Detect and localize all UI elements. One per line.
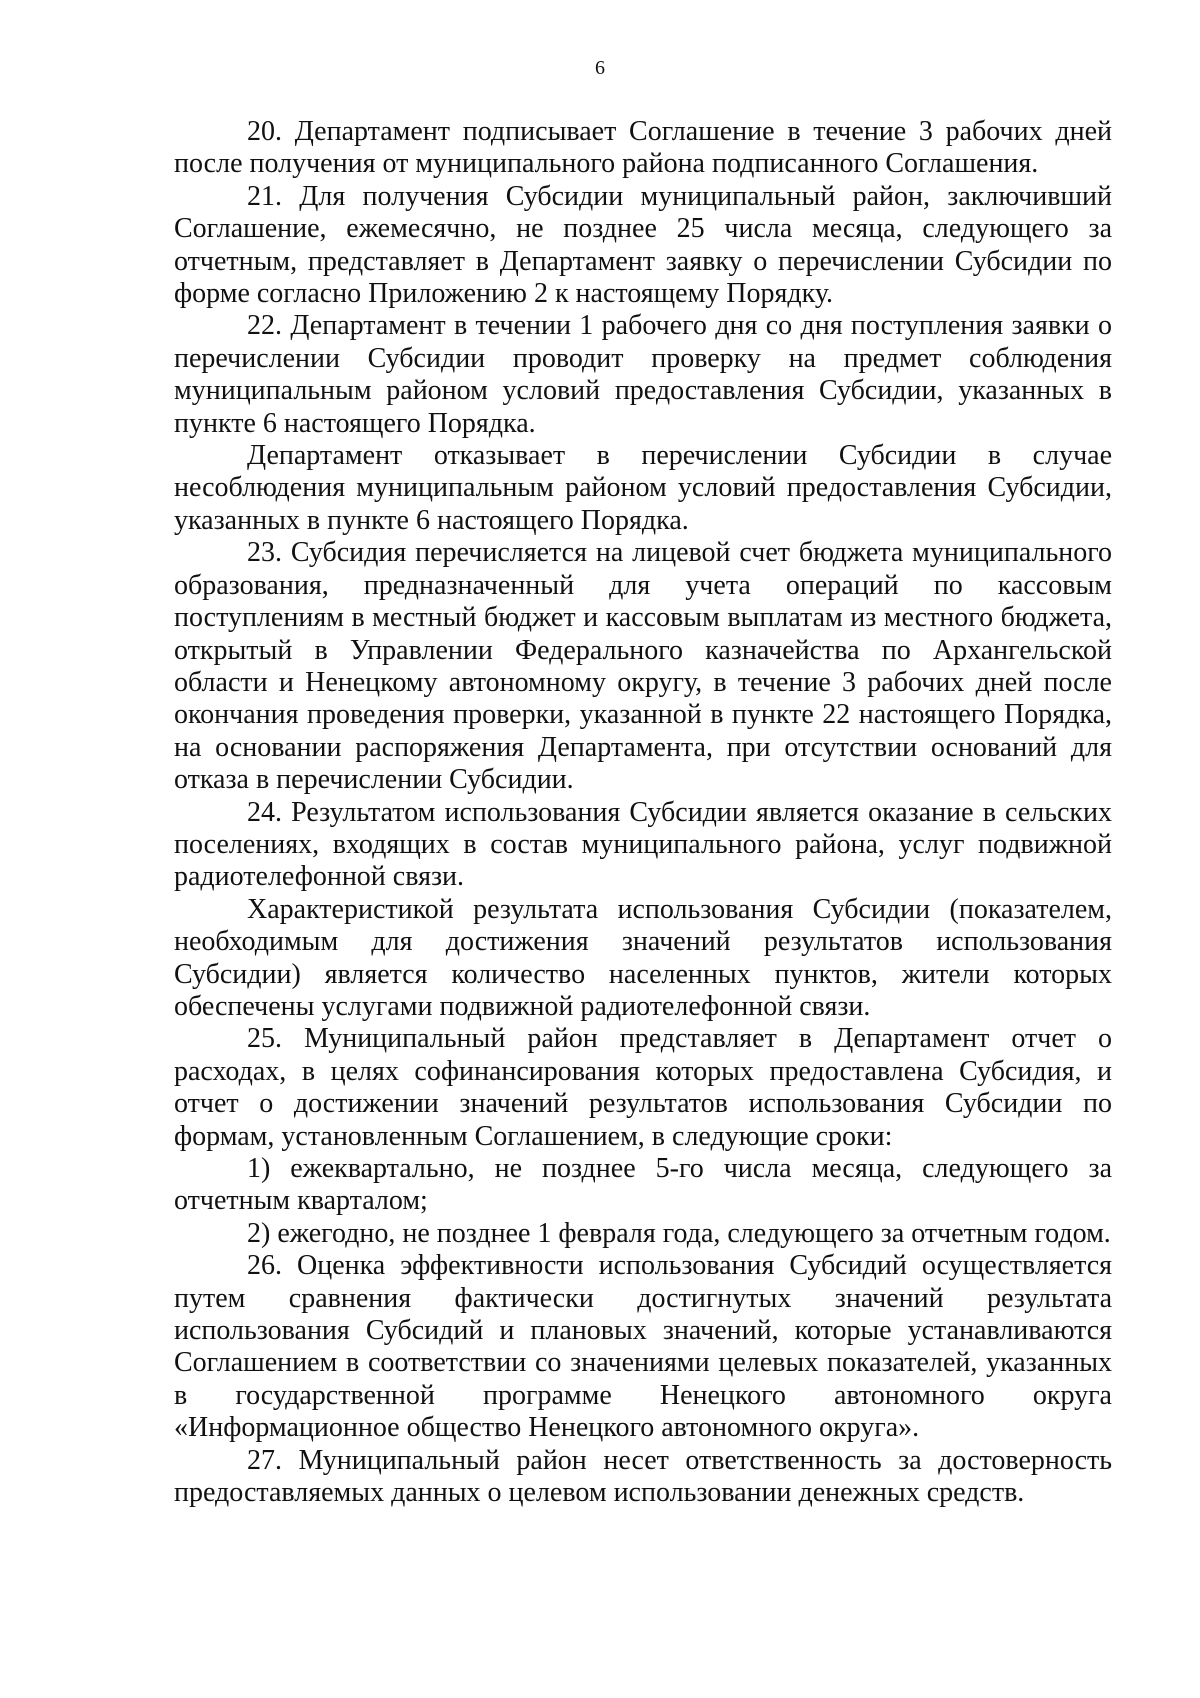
paragraph-23: 23. Субсидия перечисляется на лицевой счет бюджета муниципального образования, предназначенный для учета операций по кассовым поступлениям в местный бюджет и кассовым выплатам из местного бюджета, открытый в Управлении Федерального казначейства по Архангельской области и Ненецкому автономному округу, в течение 3 рабочих дней после окончания проведения проверки, указанной в пункте 22 настоящего Порядка, на основании распоряжения Департамента, при отсутствии оснований для отказа в перечислении Субсидии. (174, 537, 1112, 796)
paragraph-24: 24. Результатом использования Субсидии является оказание в сельских поселениях, входящих в состав муниципального района, услуг подвижной радиотелефонной связи. (174, 796, 1112, 893)
paragraph-25-item-1: 1) ежеквартально, не позднее 5-го числа месяца, следующего за отчетным кварталом; (174, 1153, 1112, 1217)
paragraph-22-refusal: Департамент отказывает в перечислении Субсидии в случае несоблюдения муниципальным районом условий предоставления Субсидии, указанных в пункте 6 настоящего Порядка. (174, 440, 1112, 536)
paragraph-25: 25. Муниципальный район представляет в Департамент отчет о расходах, в целях софинансирования которых предоставлена Субсидия, и отчет о достижении значений результатов использования Субсидии по формам, установленным Соглашением, в следующие сроки: (174, 1023, 1112, 1152)
paragraph-25-item-2: 2) ежегодно, не позднее 1 февраля года, следующего за отчетным годом. (247, 1217, 1111, 1249)
paragraph-20: 20. Департамент подписывает Соглашение в течение 3 рабочих дней после получения от муниципального района подписанного Соглашения. (174, 116, 1112, 180)
page-number: 6 (595, 57, 605, 79)
paragraph-27: 27. Муниципальный район несет ответственность за достоверность предоставляемых данных о целевом использовании денежных средств. (174, 1444, 1112, 1509)
paragraph-21: 21. Для получения Субсидии муниципальный район, заключивший Соглашение, ежемесячно, не позднее 25 числа месяца, следующего за отчетным, представляет в Департамент заявку о перечислении Субсидии по форме согласно Приложению 2 к настоящему Порядку. (174, 180, 1112, 310)
paragraph-22: 22. Департамент в течении 1 рабочего дня со дня поступления заявки о перечислении Субсидии проводит проверку на предмет соблюдения муниципальным районом условий предоставления Субсидии, указанных в пункте 6 настоящего Порядка. (174, 310, 1112, 439)
paragraph-26: 26. Оценка эффективности использования Субсидий осуществляется путем сравнения фактически достигнутых значений результата использования Субсидий и плановых значений, которые устанавливаются Соглашением в соответствии со значениями целевых показателей, указанных в государственной программе Ненецкого автономного округа «Информационное общество Ненецкого автономного округа». (174, 1250, 1112, 1444)
document-body (174, 116, 1112, 1509)
paragraph-24-characteristic: Характеристикой результата использования Субсидии (показателем, необходимым для достижения значений результатов использования Субсидии) является количество населенных пунктов, жители которых обеспечены услугами подвижной радиотелефонной связи. (174, 893, 1112, 1022)
